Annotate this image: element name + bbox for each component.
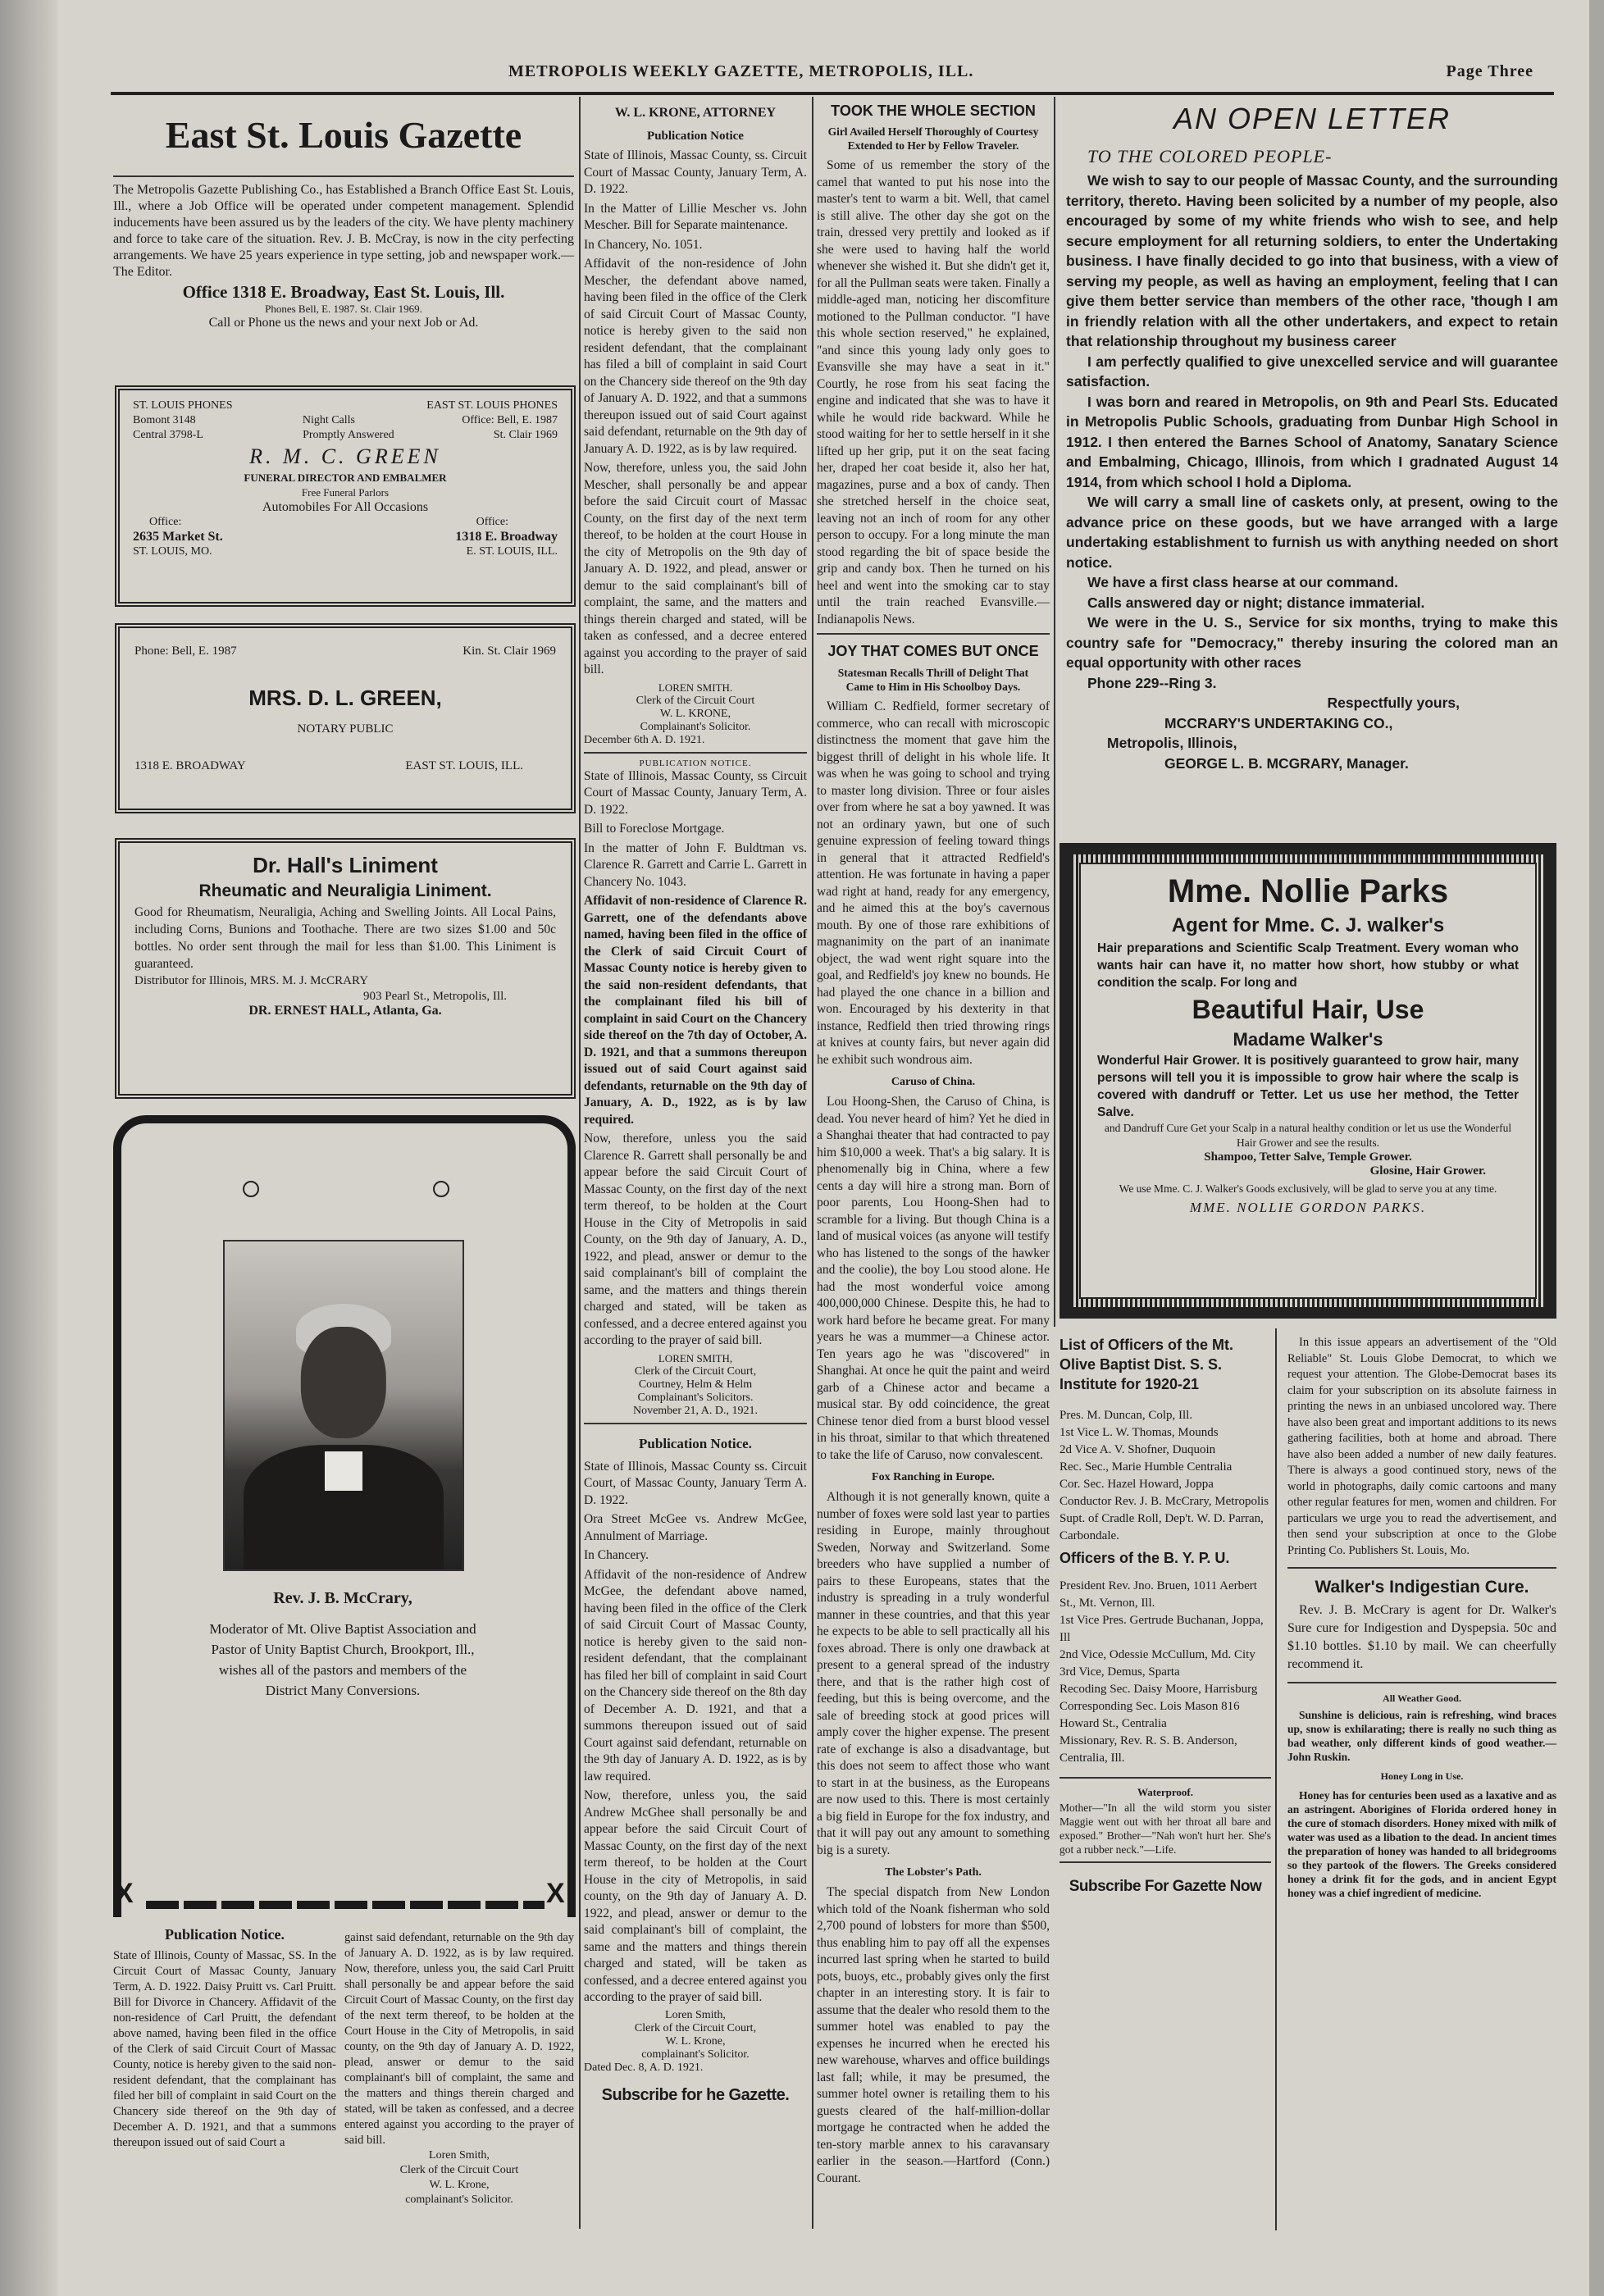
- officers-title: List of Officers of the Mt. Olive Baptist Dist. S. S. Institute for 1920-21: [1059, 1337, 1234, 1392]
- section-body: Some of us remember the story of the camel that wanted to put his nose into the master's tent to warm a bit. Well, that camel is still alive. The other day she got on the train, dressed very prettily and looked as if she were used to having half the world whenever she wished it. But she didn't get it, for all the Pullman seats were taken. Finally a middle-aged man, noticing her discomfiture motioned to the Pullman conductor. "I have this whole section reserved," he explained, "and since this young lady only goes to Evansville she may have a seat in it." Courtly, he rose from his seat facing the engine and indicated that she was to have it while he would ride backward. While he stood waiting for her to settle herself in it she lifted up her grip, put it on the seat facing her, draped her coat beside it, also her hat, magazines, purse and a box of candy. Then she stretched herself in the choice seat, leaving not an inch of room for any other person to occupy. For a long minute the man stood regarding the bit of space beside the grip and candy box. Then he turned on his heel and went into the smoking car to stay until the train reached Evansville.—Indianapolis News.: [817, 158, 1050, 626]
- bypu-4: Recoding Sec. Daisy Moore, Harrisburg: [1059, 1683, 1258, 1696]
- portrait-caption: Moderator of Mt. Olive Baptist Association and Pastor of Unity Baptist Church, Brookport, Ill., wishes all of the pastors and members of the District Many Conversions.: [209, 1621, 476, 1698]
- mcgee-p5: Now, therefore, unless you, the said Andrew McGhee shall personally be and appear before the said Circuit Court of Massac County, on the first day of the next term thereof, to be holden at the Court House in the city of Metropolis, in said county, on the 9th day of January A. D. 1922, and plead, answer or demur to the said complainant's bill of complaint, the same and the matters and things therein charged and stated, will be taken as confessed, and a decree entered against you according to the prayer of said bill.: [584, 1788, 807, 2004]
- mcgee-title: Publication Notice.: [639, 1435, 752, 1451]
- bypu-2: 2nd Vice, Odessie McCullum, Md. City: [1059, 1648, 1255, 1661]
- green-parlors: Free Funeral Parlors: [301, 486, 390, 499]
- letter-close: Respectfully yours,: [1327, 695, 1460, 711]
- bypu-title: Officers of the B. Y. P. U.: [1059, 1550, 1230, 1566]
- subscribe-gazette-1: Subscribe for he Gazette.: [601, 2085, 790, 2104]
- pruitt-sig-2: Clerk of the Circuit Court: [399, 2164, 519, 2176]
- krone-sig-1: LOREN SMITH.: [658, 681, 733, 694]
- garrett-sig-3: Courtney, Helm & Helm: [638, 1378, 753, 1391]
- krone-title: W. L. KRONE, ATTORNEY: [614, 106, 777, 120]
- esl-call: Call or Phone us the news and your next Job or Ad.: [208, 316, 479, 330]
- krone-sig-3: W. L. KRONE,: [659, 707, 731, 720]
- liniment-distributor: Distributor for Illinois, MRS. M. J. McCRARY: [134, 974, 369, 987]
- bypu-6: Missionary, Rev. R. S. B. Anderson, Centralia, Ill.: [1059, 1734, 1237, 1765]
- pruitt-title: Publication Notice.: [165, 1926, 285, 1943]
- garrett-sig-2: Clerk of the Circuit Court,: [634, 1364, 757, 1378]
- joy-subtitle: Statesman Recalls Thrill of Delight That Came to Him in His Schoolboy Days.: [837, 667, 1029, 693]
- lobster-body: The special dispatch from New London which told of the Noank fisherman who sold 2,700 pound of lobsters for more than $500, thus enabling him to pay off all the expenses incurred last spring when he started to build pots, buoys, etc., probably gives only the first chapter in an interesting story. It is fair to assume that the dealer who resold them to the summer hotel was enabled to pay the expenses he incurred when he erected his new warehouse, wharves and office buildings last fall; while, it may be presumed, the summer hotel owner is retailing them to his guests cleared of the half-million-dollar mortgage he contracted when he added the ten-story marble annex to his caravansary earlier in the season.—Hartford (Conn.) Courant.: [817, 1885, 1050, 2185]
- liniment-doctor: DR. ERNEST HALL, Atlanta, Ga.: [248, 1004, 442, 1018]
- central: Central 3798-L: [133, 429, 203, 441]
- waterproof-title: Waterproof.: [1137, 1786, 1193, 1798]
- green-name: R. M. C. GREEN: [249, 444, 441, 468]
- parks-ad-frame: [1059, 843, 1556, 1319]
- joy-title: JOY THAT COMES BUT ONCE: [827, 643, 1039, 659]
- column-rule-4: [1275, 1328, 1277, 2230]
- garrett-p3: In the matter of John F. Buldtman vs. Clarence R. Garrett and Carrie L. Garrett in Chancery No. 1043.: [584, 840, 807, 889]
- officer-4: Cor. Sec. Hazel Howard, Joppa: [1059, 1478, 1214, 1491]
- fox-title: Fox Ranching in Europe.: [872, 1471, 995, 1483]
- letter-city: Metropolis, Illinois,: [1107, 735, 1237, 751]
- subscribe-gazette-2: Subscribe For Gazette Now: [1069, 1878, 1262, 1895]
- frame-x-right: X: [546, 1878, 565, 1909]
- garrett-p4: Affidavit of non-residence of Clarence R. Garrett, one of the defendants above named, having been filed in the office of the Clerk of said Circuit Court of Massac County notice is hereby given to the said non-resident defendants, that the complainant filed his bill of complaint in said Court on the Chancery side thereof on the 7th day of October, A. D. 1921, and that a summons thereupon issued out of said Court against said defendants, returnable on the 9th day of January, A. D., 1922, as is by law required.: [584, 894, 807, 1127]
- krone-p1: State of Illinois, Massac County, ss. Circuit Court of Massac County, January Term, A. D. 1922.: [584, 148, 807, 196]
- letter-manager: GEORGE L. B. MCGRARY, Manager.: [1164, 754, 1409, 772]
- krone-subtitle: Publication Notice: [647, 130, 744, 143]
- frame-base: [146, 1901, 545, 1909]
- garrett-sig-4: Complainant's Solicitors.: [637, 1391, 754, 1404]
- column-rule-3: [1054, 97, 1055, 1327]
- notary-ad: [115, 623, 576, 813]
- pruitt-text-1: State of Illinois, County of Massac, SS. In the Circuit Court of Massac County, January Term, A. D. 1922. Daisy Pruitt vs. Carl Pruitt. Bill for Divorce in Chancery. Affidavit of the non-residence of Carl Pruitt, the defendant above named, having been filed in the office of the Clerk of said Circuit Court of Massac County, notice is hereby given to the said non-resident defendant, that the complainant has filed her bill of complaint in said Court on the Chancery side thereof on the 9th day of December A. D. 1921, and that a summons thereupon issued out of said Court a: [113, 1949, 336, 2149]
- bypu-3: 3rd Vice, Demus, Sparta: [1059, 1665, 1180, 1679]
- bypu-1: 1st Vice Pres. Gertrude Buchanan, Joppa, Ill: [1059, 1614, 1264, 1644]
- pruitt-sig-4: complainant's Solicitor.: [405, 2194, 513, 2206]
- parks-agent: Agent for Mme. C. J. walker's: [1171, 914, 1445, 936]
- column-rule-1: [579, 97, 581, 2229]
- parks-p5: Glosine, Hair Grower.: [1369, 1164, 1486, 1178]
- parks-beautiful: Beautiful Hair, Use: [1192, 995, 1424, 1024]
- legal-notices-column: [584, 102, 807, 2116]
- parks-title: Mme. Nollie Parks: [1167, 873, 1449, 909]
- krone-p3: In Chancery, No. 1051.: [584, 237, 703, 252]
- section-title: TOOK THE WHOLE SECTION: [831, 102, 1036, 119]
- column-rule-2: [812, 97, 813, 2229]
- night-calls: Night Calls: [302, 414, 355, 426]
- promptly: Promptly Answered: [303, 429, 394, 441]
- mcgee-sig-1: Loren Smith,: [665, 2008, 726, 2021]
- caruso-title: Caruso of China.: [891, 1076, 976, 1088]
- garrett-p1: State of Illinois, Massac County, ss Circuit Court of Massac County, January Term, A. D. 1922.: [584, 768, 807, 817]
- garrett-sig-1: LOREN SMITH,: [658, 1351, 733, 1364]
- bypu-0: President Rev. Jno. Bruen, 1011 Aerbert St., Mt. Vernon, Ill.: [1059, 1579, 1257, 1610]
- notary-addr: 1318 E. BROADWAY: [134, 759, 246, 772]
- garrett-sig-5: November 21, A. D., 1921.: [632, 1404, 759, 1417]
- liniment-body: Good for Rheumatism, Neuraligia, Aching and Swelling Joints. All Local Pains, including Corns, Bunions and Toothache. There are two sizes $1.00 and 50c bottles. No order sent through the mail for less than $1.00. This Liniment is guaranteed.: [134, 905, 556, 971]
- mcgee-p4: Affidavit of the non-residence of Andrew McGee, the defendant above named, having been filed in the office of the Clerk of said Circuit Court of Massac County, notice is hereby given to the said non-resident defendant, that the complainant has filed her bill of complaint in said Court on the Chancery side thereof on the 8th day of December A. D. 1921, and that a summons thereupon issued out of said Court against said defendant, returnable on the 9th day of January A. D. 1922, as is by law required.: [584, 1567, 807, 1784]
- green-autos: Automobiles For All Occasions: [262, 500, 429, 514]
- green-funeral-ad: [115, 385, 576, 607]
- letter-phone: Phone 229--Ring 3.: [1087, 674, 1217, 691]
- frame-ornament-left: [243, 1181, 259, 1197]
- joy-body: William C. Redfield, former secretary of commerce, who can recall with microscopic distinctness the moment that gave him the biggest thrill of delight in his whole life. It was when he was going to school and trying to master long division. Three or four aisles over from where he sat a boy yawned. It was not an ordinary yawn, but one of such genuine expression of feeling toward things in general that it attracted Redfield's attention. He was fortunate in having a paper wad right at hand, ready for any emergency, and he aimed this at the boy's cavernous mouth. By one of those rare exhibitions of magnanimity on the part of an inanimate object, the wad went right square into the goal, and Redfield's joy knew no bounds. He had played the one chance in a billion and won. Encouraged by his dexterity in that instance, Redfield then tried throwing rings at knives at county fairs, but never again did he exhibit such wondrous aim.: [817, 699, 1050, 1067]
- krone-sig-2: Clerk of the Circuit Court: [636, 694, 755, 707]
- addr-right: 1318 E. Broadway: [455, 530, 558, 544]
- esl-phones: Phones Bell, E. 1987. St. Clair 1969.: [265, 303, 422, 315]
- liniment-addr: 903 Pearl St., Metropolis, Ill.: [363, 990, 507, 1003]
- mcgee-p2: Ora Street McGee vs. Andrew McGee, Annulment of Marriage.: [584, 1512, 807, 1543]
- masthead: METROPOLIS WEEKLY GAZETTE, METROPOLIS, ILL.: [508, 62, 974, 80]
- notary-phone: Phone: Bell, E. 1987: [134, 645, 237, 658]
- mcgee-sig-2: Clerk of the Circuit Court,: [634, 2021, 757, 2034]
- esl-title: East St. Louis Gazette: [165, 114, 522, 156]
- city-left: ST. LOUIS, MO.: [133, 545, 212, 558]
- section-subtitle: Girl Availed Herself Thoroughly of Courtesy Extended to Her by Fellow Traveler.: [827, 125, 1039, 152]
- parks-p4: Shampoo, Tetter Salve, Temple Grower.: [1204, 1150, 1412, 1164]
- esl-phones: EAST ST. LOUIS PHONES: [426, 399, 558, 412]
- mcgee-p1: State of Illinois, Massac County ss. Circuit Court, of Massac County, January Term A. D. 1922.: [584, 1459, 807, 1507]
- st-clair: St. Clair 1969: [493, 429, 558, 441]
- parks-p2: Wonderful Hair Grower. It is positively guaranteed to grow hair, many persons will tell you it is impossible to grow hair where the scalp is covered with dandruff or Tetter. Let us use her method, the Tetter Salve.: [1097, 1054, 1519, 1119]
- pruitt-text-2: gainst said defendant, returnable on the 9th day of January A. D. 1922, as is by law required. Now, therefore, unless you, the said Carl Pruitt shall personally be and appear before the said Circuit Court of Massac County, on the first day of the next term thereof, to be holden at the Court House in the City of Metropolis, in said county, on the 9th day of January A. D. 1922, plead, answer or demur to the said complainant's bill of complaint, the same and the matters and things therein charged and stated, will be taken as confessed, and a decree entered against you according to the prayer of said bill.: [344, 1931, 574, 2147]
- weather-body: Sunshine is delicious, rain is refreshing, wind braces up, snow is exhilarating; there is really no such thing as bad weather, only different kinds of good weather.—John Ruskin.: [1287, 1709, 1556, 1763]
- bypu-5: Corresponding Sec. Lois Mason 816 Howard St., Centralia: [1059, 1700, 1240, 1730]
- east-st-louis-gazette: [113, 100, 574, 330]
- mcgee-sig-4: complainant's Solicitor.: [641, 2048, 750, 2061]
- walker-cure-title: Walker's Indigestian Cure.: [1315, 1578, 1529, 1597]
- honey-body: Honey has for centuries been used as a laxative and as an astringent. Aborigines of Florida ordered honey in the cure of stomach disorders. Honey mixed with milk of water was used as a libation to the dead. In ancient times the preparation of honey was handed to all bridegrooms so they partook of the flowers. The Greeks considered honey a drink fit for the gods, and in ancient Egypt honey was a chief ingredient of medicine.: [1287, 1789, 1556, 1899]
- frame-x-left: X: [115, 1878, 134, 1909]
- notary-city: EAST ST. LOUIS, ILL.: [405, 759, 523, 772]
- parks-p1: Hair preparations and Scientific Scalp Treatment. Every woman who wants hair can have it, no matter how short, how stubby or what condition the scalp. For long and: [1097, 941, 1519, 990]
- frame-ornament-right: [433, 1181, 449, 1197]
- parks-p3: and Dandruff Cure Get your Scalp in a natural healthy condition or let us use the Wonderful Hair Grower and see the results.: [1104, 1122, 1512, 1149]
- walker-cure-body: Rev. J. B. McCrary is agent for Dr. Walker's Sure cure for Indigestion and Dyspepsia. 50c and $1.10 bottles. $1.10 by mail. We can cheerfully recommend it.: [1287, 1603, 1556, 1671]
- office-right: Office:: [476, 516, 508, 528]
- officers-list: [1059, 1335, 1271, 1906]
- mcgee-sig-5: Dated Dec. 8, A. D. 1921.: [584, 2061, 704, 2074]
- garrett-p2: Bill to Foreclose Mortgage.: [584, 822, 725, 836]
- city-right: E. ST. LOUIS, ILL.: [466, 545, 558, 558]
- esl-body: The Metropolis Gazette Publishing Co., has Established a Branch Office East St. Louis, Ill., where a Job Office will be operated under competent management. Splendid inducements have been assured us by the leaders of the city. We have plenty machinery and force to take care of the situation. Rev. J. B. McCray, is now in the city perfecting arrangements. We have 25 years experience in type setting, job and newspaper work.—The Editor.: [113, 183, 574, 279]
- fox-body: Although it is not generally known, quite a number of foxes were sold last year to parties residing in Europe, mainly throughout Sweden, Norway and Switzerland. Some breeders who have supplied a number of pairs to these Europeans, states that the industry is spreading in a truly wonderful manner in these countries, and that this year he expects to be able to sell practically all his foxes abroad. There is only one drawback at present to a general spread of the industry there, and that is the rather high cost of feeding, but this is being overcome, and the sale of breeding stock at good prices will amply cover the higher expense. The present rate of exchange is also a disadvantage, but this does not seem to affect those who want to start in at the business, as the Europeans are now used to this. There is most certainly a big field in Europe for the fox industry, and that it will pay out any amount to something big is a surety.: [817, 1490, 1050, 1857]
- right-lower-column: [1287, 1335, 1556, 1900]
- lobster-title: The Lobster's Path.: [885, 1866, 982, 1879]
- liniment-ad: [115, 838, 576, 1099]
- officer-5: Conductor Rev. J. B. McCrary, Metropolis: [1059, 1495, 1269, 1508]
- pruitt-notice-col2: [344, 1930, 574, 2207]
- office-left: Office:: [149, 516, 182, 528]
- officer-0: Pres. M. Duncan, Colp, Ill.: [1059, 1409, 1193, 1422]
- letter-p5: We have a first class hearse at our command.: [1087, 574, 1399, 590]
- parks-madame: Madame Walker's: [1233, 1029, 1383, 1050]
- portrait-frame: [113, 1115, 576, 1917]
- esl-office: Office 1318 E. Broadway, East St. Louis, Ill.: [182, 282, 505, 302]
- officer-1: 1st Vice L. W. Thomas, Mounds: [1059, 1426, 1219, 1439]
- addr-left: 2635 Market St.: [133, 530, 223, 544]
- letter-p2: I am perfectly qualified to give unexcelled service and will guarantee satisfaction.: [1066, 353, 1558, 390]
- parks-p6: We use Mme. C. J. Walker's Goods exclusively, will be glad to serve you at any time.: [1119, 1182, 1497, 1195]
- krone-p5: Now, therefore, unless you, the said John Mescher, shall personally be and appear before the said Circuit court of Massac County, on the first day of the next term thereof, to be holden at the court House in the city of Metropolis on the 9th day of January A. D. 1922, and plead, answer or demur to the said complainant's bill of complaint, the same, and the matters and things therein charged and stated, will be taken as confessed, and a decree entered against you according to the prayer of said bill.: [584, 461, 807, 676]
- officer-2: 2d Vice A. V. Shofner, Duquoin: [1059, 1443, 1216, 1456]
- krone-p4: Affidavit of the non-residence of John Mescher, the defendant above named, having been filed in the office of the Clerk of said Circuit Court of Massac County, notice is hereby given to the said non resident defendant, that the complainant has filed a bill of complaint in said Court on the Chancery side thereof on the 9th day of January A. D. 1922, and that a summons thereupon issued out of said Court against said defendant, returnable on the 9th day of January A. D. 1922, as is by law required.: [584, 257, 807, 456]
- notary-kin: Kin. St. Clair 1969: [463, 645, 556, 658]
- letter-salutation: TO THE COLORED PEOPLE-: [1087, 146, 1333, 166]
- letter-p4: We will carry a small line of caskets only, at present, owing to the advance price on these goods, but we have arranged with a large undertaking establishment to furnish us with anything needed on short notice.: [1066, 494, 1558, 571]
- pruitt-sig-1: Loren Smith,: [429, 2149, 490, 2162]
- krone-sig-5: December 6th A. D. 1921.: [584, 733, 705, 746]
- honey-title: Honey Long in Use.: [1380, 1770, 1464, 1782]
- caruso-body: Lou Hoong-Shen, the Caruso of China, is dead. You never heard of him? Yet he died in a Shanghai theater that had contracted to pay him $10,000 a week. That's a big salary. It is phenomenally big in China, where a few cents a day will hire a strong man. Born of poor parents, Lou Hoong-Shen had to scramble for a living. But though China is a land of musical voices (as anyone will testify who has listened to the songs of the hawker and the coolie), the boy Lou stood alone. He had the most wonderful voice among 400,000,000 Chinese. Despite this, he had to work hard before he became great. For many years he was a mummer—a Chinese actor. Ten years ago he was "discovered" in Shanghai. At once he quit the paint and weird garb of a Chinese actor and became a musical star. By odd coincidence, the great Chinese tenor died from a burst blood vessel in his throat, similar to that which threatened to take the life of Caruso, now convalescent.: [817, 1095, 1050, 1462]
- mccrary-portrait: [223, 1240, 464, 1571]
- krone-p2: In the Matter of Lillie Mescher vs. John Mescher. Bill for Separate maintenance.: [584, 201, 807, 232]
- waterproof-body: Mother—"In all the wild storm you sister Maggie went out with her throat all bare and exposed." Brother—"Nah won't hurt her. She's got a rubber neck."—Life.: [1059, 1802, 1271, 1856]
- officer-3: Rec. Sec., Marie Humble Centralia: [1059, 1460, 1233, 1474]
- liniment-subtitle: Rheumatic and Neuraligia Liniment.: [198, 882, 492, 900]
- krone-sig-4: Complainant's Solicitor.: [640, 720, 751, 733]
- letter-p1: We wish to say to our people of Massac County, and the surrounding territory, thereto. Having been solicited by a number of my people, also encouraged by some of my white friends who wish to see, and help secure employment for all returning soldiers, to enter the Undertaking business. I have finally decided to go into that business, with a view of serving my people, as well as having an employment, feeling that I can give them better service than members of the other race, 'though I am in friendly relation with all the other undertakers, and expect to retain that relationship throughout my business career: [1066, 172, 1558, 349]
- page-number: Page Three: [1446, 62, 1533, 80]
- pruitt-notice-col1: [113, 1920, 336, 2151]
- page-header: [107, 62, 1583, 81]
- open-letter: [1066, 102, 1558, 773]
- notary-title: NOTARY PUBLIC: [297, 722, 394, 736]
- globe-body: In this issue appears an advertisement of the "Old Reliable" St. Louis Globe Democrat, to which we request your attention. The Globe-Democrat bases its claim for your subscription on its absolute fairness in printing the news in an unbiased uncolored way. There have also been great and important additions to its news gathering facilities, both at home and abroad. There have also been added a number of new daily features. There is always a good continued story, news of the world in photographs, daily comic cartoons and many other regular features for men, women and children. For particulars we urge you to read the advertisement, and then send your subscription at once to the Globe Printing Co. Publishers St. Louis, Mo.: [1287, 1336, 1556, 1557]
- liniment-title: Dr. Hall's Liniment: [253, 853, 438, 877]
- notary-name: MRS. D. L. GREEN,: [248, 686, 442, 710]
- green-role: FUNERAL DIRECTOR AND EMBALMER: [244, 472, 447, 484]
- weather-title: All Weather Good.: [1383, 1692, 1461, 1704]
- header-rule: [111, 92, 1554, 95]
- portrait-name: Rev. J. B. McCrary,: [273, 1589, 412, 1607]
- parks-sig: MME. NOLLIE GORDON PARKS.: [1189, 1200, 1427, 1215]
- mcgee-p3: In Chancery.: [584, 1548, 649, 1562]
- garrett-p5: Now, therefore, unless you the said Clarence R. Garrett shall personally be and appear before the said Circuit Court of Massac County, on the first day of the next term thereof, to be holden at the Court House in the City of Metropolis in said County, on the 9th day of January, A. D., 1922, and plead, answer or demur to the said complainant's bill of complaint the same, and the matters and things therein charged and stated, will be taken as confessed, and a decree entered against you according to the prayer of said bill.: [584, 1132, 807, 1347]
- officer-6: Supt. of Cradle Roll, Dep't. W. D. Parran, Carbondale.: [1059, 1512, 1264, 1542]
- garrett-title: PUBLICATION NOTICE.: [639, 758, 752, 768]
- bomont: Bomont 3148: [133, 414, 196, 426]
- letter-p3: I was born and reared in Metropolis, on 9th and Pearl Sts. Educated in Metropolis Public Schools, graduating from Dunbar High School in 1912. I then entered the Barnes School of Anatomy, Sanatary Science and Embalming, Chicago, Illinois, from which I gradnated August 14 1914, from which school I hold a Diploma.: [1066, 393, 1558, 490]
- pruitt-sig-3: W. L. Krone,: [429, 2179, 490, 2191]
- stl-phones: ST. LOUIS PHONES: [133, 399, 233, 412]
- letter-company: MCCRARY'S UNDERTAKING CO.,: [1164, 714, 1393, 731]
- letter-title: AN OPEN LETTER: [1173, 102, 1451, 135]
- mcgee-sig-3: W. L. Krone,: [665, 2034, 726, 2048]
- letter-p6: Calls answered day or night; distance immaterial.: [1087, 594, 1425, 611]
- letter-p7: We were in the U. S., Service for six months, trying to make this country safe for "Democracy," thereby insuring the colored man an equal opportunity with other races: [1066, 614, 1558, 671]
- office-bell: Office: Bell, E. 1987: [462, 414, 558, 426]
- stories-column: [817, 100, 1050, 2189]
